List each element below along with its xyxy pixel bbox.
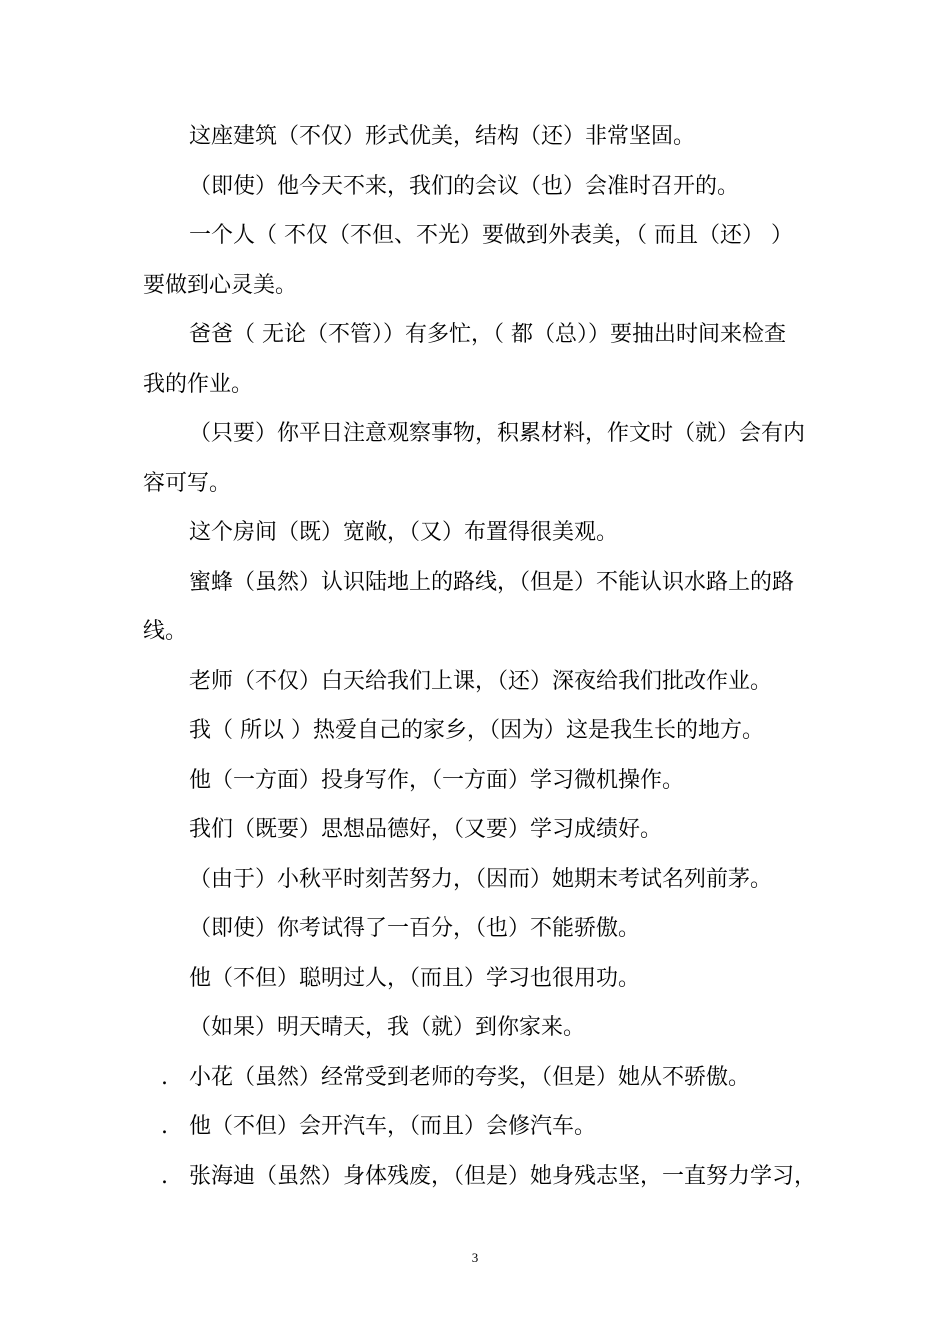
list-item (143, 1102, 811, 1152)
page-number: 3 (471, 1250, 479, 1265)
list-item-text: 他（不但）会开汽车，（而且）会修汽车。 (189, 1114, 597, 1139)
list-item-text: 小花（虽然）经常受到老师的夸奖，（但是）她从不骄傲。 (189, 1064, 751, 1090)
text-line: （即使）他今天不来，我们的会议（也）会准时召开的。 (189, 173, 740, 199)
text-line: 他（一方面）投身写作，（一方面）学习微机操作。 (189, 767, 685, 793)
text-line: （只要）你平日注意观察事物，积累材料，作文时（就）会有内 (189, 421, 806, 446)
text-line: 老师（不仅）白天给我们上课，（还）深夜给我们批改作业。 (189, 668, 773, 694)
text-line: 我的作业。 (143, 371, 254, 397)
document-body (143, 112, 817, 1201)
bullet-marker: . (161, 1163, 168, 1189)
bullet-marker: . (161, 1064, 168, 1090)
text-line: 这座建筑（不仅）形式优美，结构（还）非常坚固。 (189, 124, 696, 149)
bullet-marker: . (161, 1114, 168, 1139)
text-line: 我（ 所以 ）热爱自己的家乡，（因为）这是我生长的地方。 (189, 718, 764, 743)
text-line: 蜜蜂（虽然）认识陆地上的路线，（但是）不能认识水路上的路 (189, 569, 795, 595)
text-line: 容可写。 (143, 470, 232, 496)
text-line: 要做到心灵美。 (143, 272, 298, 298)
text-line: （由于）小秋平时刻苦努力，（因而）她期末考试名列前茅。 (189, 866, 773, 892)
text-line: 爸爸（ 无论（不管））有多忙，（ 都（总））要抽出时间来检查 (189, 322, 786, 347)
text-line: （即使）你考试得了一百分，（也）不能骄傲。 (189, 916, 641, 941)
text-line: 线。 (143, 619, 188, 644)
list-item-text: 张海迪（虽然）身体残废，（但是）她身残志坚，一直努力学习， (189, 1163, 817, 1189)
text-line: 这个房间（既）宽敞，（又）布置得很美观。 (189, 520, 619, 545)
text-line: 他（不但）聪明过人，（而且）学习也很用功。 (189, 965, 641, 991)
text-line: 我们（既要）思想品德好，（又要）学习成绩好。 (189, 817, 663, 842)
list-item (143, 1053, 811, 1103)
text-line: （如果）明天晴天，我（就）到你家来。 (189, 1015, 586, 1040)
list-item (143, 1152, 817, 1202)
text-line: 一个人（ 不仅（不但、不光）要做到外表美，（ 而且（还） ） (189, 223, 793, 248)
